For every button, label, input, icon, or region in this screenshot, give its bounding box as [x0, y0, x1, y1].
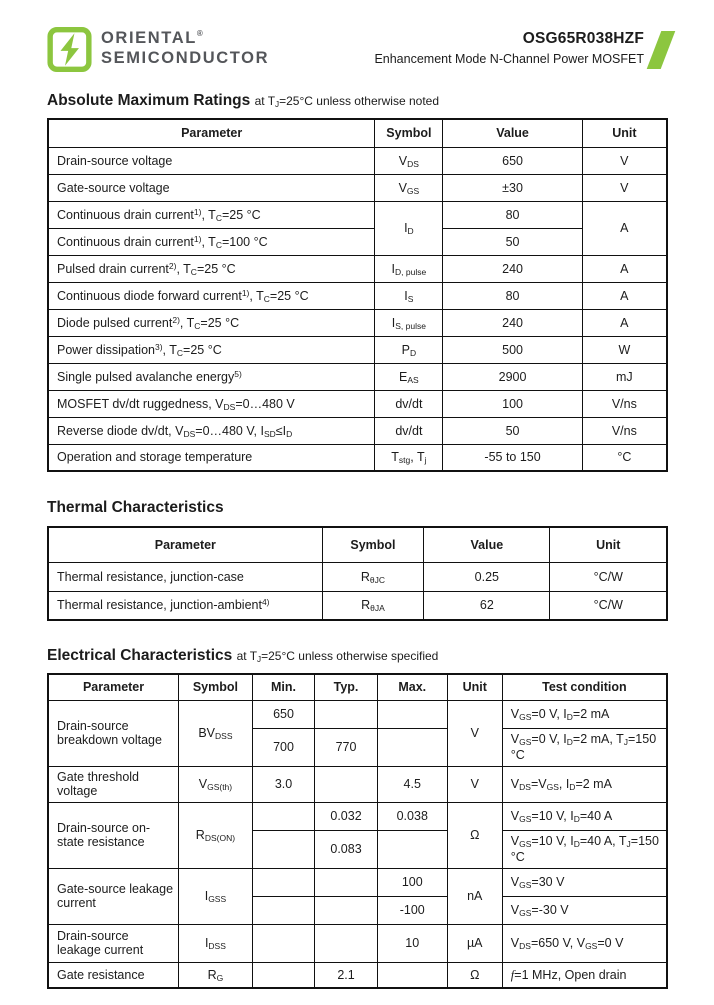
symbol-cell: $BV_{DSS}$ — [179, 700, 253, 766]
symbol-cell: $I_S$ — [375, 282, 443, 309]
brand-line1: ORIENTAL — [101, 29, 197, 47]
absolute-maximum-ratings-table — [47, 118, 668, 472]
column-header-unit: Unit — [550, 527, 667, 562]
typ-cell — [315, 924, 378, 962]
param-cell: Continuous drain current$^{1)}$, $T_C=100$ °C — [48, 228, 375, 255]
value-cell: 80 — [443, 201, 582, 228]
test-condition-cell: $V_{GS}=-30$ V — [502, 896, 667, 924]
min-cell — [252, 924, 315, 962]
table-row — [48, 201, 667, 228]
param-cell: Drain-source on-state resistance — [48, 802, 179, 868]
value-cell: 500 — [443, 336, 582, 363]
column-header-parameter: Parameter — [48, 119, 375, 147]
table-row — [48, 336, 667, 363]
brand-line2: SEMICONDUCTOR — [101, 49, 270, 68]
section-title: Absolute Maximum Ratings — [47, 92, 251, 109]
unit-cell: V/ns — [582, 390, 667, 417]
value-cell: 240 — [443, 255, 582, 282]
unit-cell: Ω — [447, 802, 502, 868]
table-row — [48, 228, 667, 255]
table-header-row — [48, 674, 667, 700]
typ-cell — [315, 766, 378, 802]
param-cell: Gate threshold voltage — [48, 766, 179, 802]
table-header-row — [48, 119, 667, 147]
typ-cell: 0.032 — [315, 802, 378, 830]
table-row — [48, 390, 667, 417]
thermal-characteristics-table — [47, 526, 668, 621]
param-cell: Thermal resistance, junction-case — [48, 562, 322, 591]
max-cell: -100 — [377, 896, 447, 924]
test-condition-cell: $V_{GS}=30$ V — [502, 868, 667, 896]
max-cell — [377, 700, 447, 728]
min-cell: 650 — [252, 700, 315, 728]
test-condition-cell: f=1 MHz, Open drain — [502, 962, 667, 988]
document-title-block — [374, 26, 668, 69]
max-cell — [377, 962, 447, 988]
unit-cell: A — [582, 309, 667, 336]
section-note: at $T_J=25^\circ C$ unless otherwise specified — [236, 649, 439, 664]
table-row — [48, 174, 667, 201]
symbol-cell: $I_{D, pulse}$ — [375, 255, 443, 282]
value-cell: ±30 — [443, 174, 582, 201]
value-cell: 80 — [443, 282, 582, 309]
typ-cell: 2.1 — [315, 962, 378, 988]
test-condition-cell: $V_{GS}=0$ V, $I_D=2$ mA, $T_J=150$ °C — [502, 728, 667, 766]
unit-cell: A — [582, 201, 667, 255]
column-header-unit: Unit — [582, 119, 667, 147]
max-cell: 0.038 — [377, 802, 447, 830]
max-cell — [377, 830, 447, 868]
value-cell: 50 — [443, 417, 582, 444]
typ-cell: 770 — [315, 728, 378, 766]
table-row — [48, 444, 667, 471]
max-cell: 10 — [377, 924, 447, 962]
symbol-cell: $I_D$ — [375, 201, 443, 255]
symbol-cell: dv/dt — [375, 417, 443, 444]
min-cell — [252, 962, 315, 988]
section-heading-thermal-characteristics — [47, 499, 668, 517]
symbol-cell: $E_{AS}$ — [375, 363, 443, 390]
unit-cell: W — [582, 336, 667, 363]
symbol-cell: $V_{GS}$ — [375, 174, 443, 201]
symbol-cell: dv/dt — [375, 390, 443, 417]
min-cell: 700 — [252, 728, 315, 766]
unit-cell: Ω — [447, 962, 502, 988]
param-cell: Single pulsed avalanche energy$^{5)}$ — [48, 363, 375, 390]
column-header-min: Min. — [252, 674, 315, 700]
param-cell: Gate resistance — [48, 962, 179, 988]
section-heading-absolute-maximum-ratings — [47, 92, 668, 110]
column-header-symbol: Symbol — [322, 527, 424, 562]
param-cell: Continuous drain current$^{1)}$, $T_C=25$ °C — [48, 201, 375, 228]
brand-logo — [47, 26, 269, 73]
test-condition-cell: $V_{DS}=650$ V, $V_{GS}=0$ V — [502, 924, 667, 962]
unit-cell: °C — [582, 444, 667, 471]
column-header-symbol: Symbol — [179, 674, 253, 700]
table-header-row — [48, 527, 667, 562]
table-row — [48, 282, 667, 309]
table-row — [48, 868, 667, 896]
table-row — [48, 962, 667, 988]
part-subtitle: Enhancement Mode N-Channel Power MOSFET — [374, 52, 644, 66]
table-row — [48, 924, 667, 962]
column-header-parameter: Parameter — [48, 674, 179, 700]
value-cell: 240 — [443, 309, 582, 336]
param-cell: Pulsed drain current$^{2)}$, $T_C=25$ °C — [48, 255, 375, 282]
test-condition-cell: $V_{GS}=10$ V, $I_D=40$ A, $T_J=150$ °C — [502, 830, 667, 868]
max-cell: 4.5 — [377, 766, 447, 802]
min-cell — [252, 830, 315, 868]
symbol-cell: $I_{S, pulse}$ — [375, 309, 443, 336]
section-title: Electrical Characteristics — [47, 647, 233, 664]
typ-cell: 0.083 — [315, 830, 378, 868]
title-text — [374, 30, 644, 66]
min-cell — [252, 896, 315, 924]
column-header-value: Value — [424, 527, 550, 562]
symbol-cell: $I_{GSS}$ — [179, 868, 253, 924]
unit-cell: A — [582, 282, 667, 309]
unit-cell: V — [447, 766, 502, 802]
symbol-cell: $I_{DSS}$ — [179, 924, 253, 962]
table-row — [48, 255, 667, 282]
max-cell: 100 — [377, 868, 447, 896]
min-cell: 3.0 — [252, 766, 315, 802]
table-row — [48, 147, 667, 174]
brand-name — [101, 28, 269, 69]
green-slash-decoration — [647, 31, 676, 69]
min-cell — [252, 868, 315, 896]
table-row — [48, 417, 667, 444]
test-condition-cell: $V_{DS}=V_{GS}$, $I_D=2$ mA — [502, 766, 667, 802]
unit-cell: µA — [447, 924, 502, 962]
param-cell: Drain-source leakage current — [48, 924, 179, 962]
param-cell: Power dissipation$^{3)}$, $T_C=25$ °C — [48, 336, 375, 363]
param-cell: Gate-source leakage current — [48, 868, 179, 924]
column-header-symbol: Symbol — [375, 119, 443, 147]
unit-cell: °C/W — [550, 591, 667, 620]
unit-cell: V — [447, 700, 502, 766]
symbol-cell: $T_{stg}$, $T_j$ — [375, 444, 443, 471]
value-cell: 50 — [443, 228, 582, 255]
symbol-cell: $R_{\theta JA}$ — [322, 591, 424, 620]
max-cell — [377, 728, 447, 766]
param-cell: Reverse diode dv/dt, $V_{DS}=0\dots 480$ V, $I_{SD}\le I_D$ — [48, 417, 375, 444]
value-cell: 2900 — [443, 363, 582, 390]
typ-cell — [315, 700, 378, 728]
min-cell — [252, 802, 315, 830]
symbol-cell: $R_{\theta JC}$ — [322, 562, 424, 591]
column-header-max: Max. — [377, 674, 447, 700]
param-cell: Drain-source breakdown voltage — [48, 700, 179, 766]
unit-cell: V — [582, 174, 667, 201]
param-cell: Gate-source voltage — [48, 174, 375, 201]
param-cell: Diode pulsed current$^{2)}$, $T_C=25$ °C — [48, 309, 375, 336]
lightning-bolt-icon — [47, 26, 92, 73]
table-row — [48, 562, 667, 591]
typ-cell — [315, 868, 378, 896]
unit-cell: nA — [447, 868, 502, 924]
table-row — [48, 363, 667, 390]
unit-cell: A — [582, 255, 667, 282]
param-cell: Continuous diode forward current$^{1)}$, $T_C=25$ °C — [48, 282, 375, 309]
column-header-test-condition: Test condition — [502, 674, 667, 700]
section-heading-electrical-characteristics — [47, 647, 668, 665]
value-cell: -55 to 150 — [443, 444, 582, 471]
section-note: at $T_J=25^\circ C$ unless otherwise noted — [254, 94, 440, 109]
unit-cell: V — [582, 147, 667, 174]
param-cell: MOSFET dv/dt ruggedness, $V_{DS}=0\dots 480$ V — [48, 390, 375, 417]
column-header-unit: Unit — [447, 674, 502, 700]
section-title: Thermal Characteristics — [47, 499, 224, 516]
typ-cell — [315, 896, 378, 924]
value-cell: 650 — [443, 147, 582, 174]
value-cell: 0.25 — [424, 562, 550, 591]
page-header — [47, 26, 668, 73]
symbol-cell: $P_D$ — [375, 336, 443, 363]
table-row — [48, 802, 667, 830]
test-condition-cell: $V_{GS}=10$ V, $I_D=40$ A — [502, 802, 667, 830]
symbol-cell: $R_G$ — [179, 962, 253, 988]
symbol-cell: $V_{DS}$ — [375, 147, 443, 174]
column-header-typ: Typ. — [315, 674, 378, 700]
symbol-cell: $V_{GS(th)}$ — [179, 766, 253, 802]
table-row — [48, 700, 667, 728]
param-cell: Operation and storage temperature — [48, 444, 375, 471]
unit-cell: mJ — [582, 363, 667, 390]
param-cell: Thermal resistance, junction-ambient$^{4)}$ — [48, 591, 322, 620]
part-number: OSG65R038HZF — [522, 30, 644, 47]
unit-cell: V/ns — [582, 417, 667, 444]
electrical-characteristics-table — [47, 673, 668, 989]
registered-trademark: ® — [196, 28, 203, 38]
unit-cell: °C/W — [550, 562, 667, 591]
column-header-value: Value — [443, 119, 582, 147]
test-condition-cell: $V_{GS}=0$ V, $I_D=2$ mA — [502, 700, 667, 728]
symbol-cell: $R_{DS(ON)}$ — [179, 802, 253, 868]
value-cell: 100 — [443, 390, 582, 417]
table-row — [48, 309, 667, 336]
param-cell: Drain-source voltage — [48, 147, 375, 174]
value-cell: 62 — [424, 591, 550, 620]
column-header-parameter: Parameter — [48, 527, 322, 562]
table-row — [48, 591, 667, 620]
table-row — [48, 766, 667, 802]
